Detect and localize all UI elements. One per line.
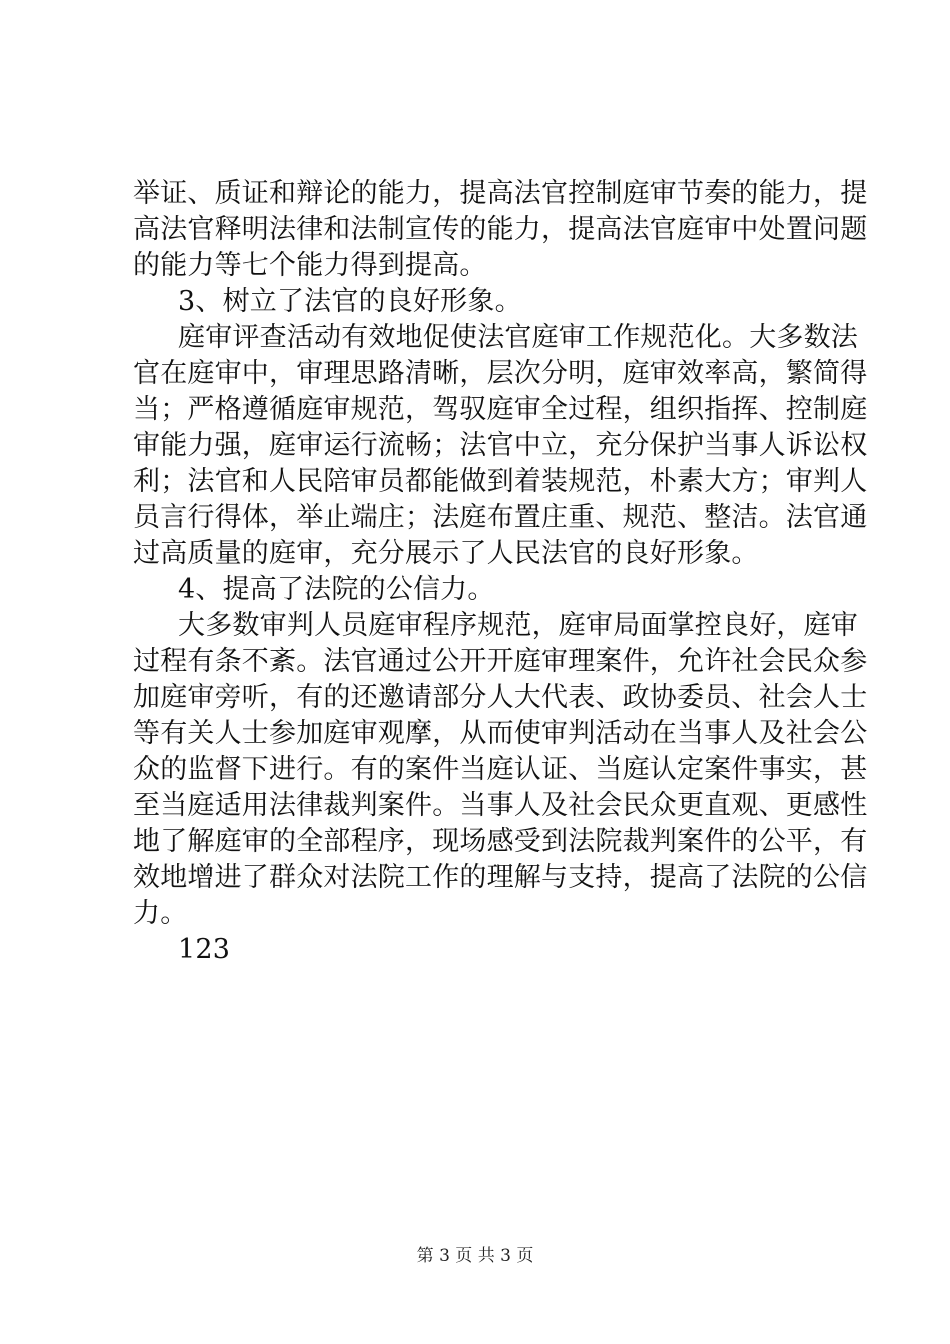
body-text-line: 审能力强，庭审运行流畅；法官中立，充分保护当事人诉讼权 [133,430,868,461]
body-text-line: 的能力等七个能力得到提高。 [133,250,487,281]
body-text-line: 员言行得体，举止端庄；法庭布置庄重、规范、整洁。法官通 [133,502,868,533]
body-text-line: 过程有条不紊。法官通过公开开庭审理案件，允许社会民众参 [133,646,868,677]
body-text-line: 地了解庭审的全部程序，现场感受到法院裁判案件的公平，有 [133,826,868,857]
body-text-line: 当；严格遵循庭审规范，驾驭庭审全过程，组织指挥、控制庭 [133,394,868,425]
body-text-line: 高法官释明法律和法制宣传的能力，提高法官庭审中处置问题 [133,214,868,245]
body-text-line: 众的监督下进行。有的案件当庭认证、当庭认定案件事实，甚 [133,754,868,785]
body-text-line: 利；法官和人民陪审员都能做到着装规范，朴素大方；审判人 [133,466,868,497]
body-text-line: 官在庭审中，审理思路清晰，层次分明，庭审效率高，繁简得 [133,358,868,389]
page-footer: 第 3 页 共 3 页 [416,1246,534,1266]
section-heading: 3、树立了法官的良好形象。 [178,286,522,317]
body-text-line: 力。 [133,898,188,929]
body-text-line: 加庭审旁听，有的还邀请部分人大代表、政协委员、社会人士 [133,682,868,713]
body-text-line: 举证、质证和辩论的能力，提高法官控制庭审节奏的能力，提 [133,178,868,209]
body-text-line: 庭审评查活动有效地促使法官庭审工作规范化。大多数法 [178,322,858,353]
body-text-line: 效地增进了群众对法院工作的理解与支持，提高了法院的公信 [133,862,868,893]
body-text-line: 过高质量的庭审，充分展示了人民法官的良好形象。 [133,538,759,569]
body-text-line: 等有关人士参加庭审观摩，从而使审判活动在当事人及社会公 [133,718,868,749]
section-heading: 4、提高了法院的公信力。 [178,574,495,605]
trailing-number: 123 [178,934,231,965]
body-text-line: 大多数审判人员庭审程序规范，庭审局面掌控良好，庭审 [178,610,858,641]
body-text-line: 至当庭适用法律裁判案件。当事人及社会民众更直观、更感性 [133,790,868,821]
